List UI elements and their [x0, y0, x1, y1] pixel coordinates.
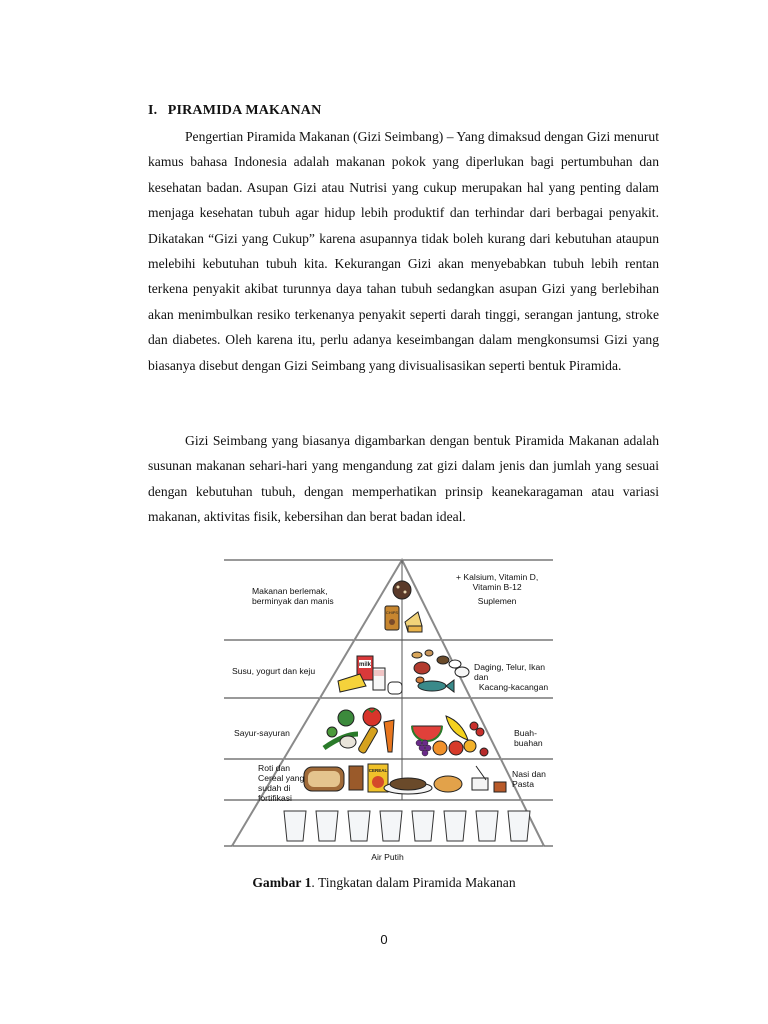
page-number: 0 [380, 932, 388, 947]
paragraph-1: Pengertian Piramida Makanan (Gizi Seimbang) – Yang dimaksud dengan Gizi menurut kamus bahasa Indonesia adalah makanan pokok yang diperlukan bagi pertumbuhan dan kesehatan badan. Asupan Gizi atau Nutrisi yang cukup merupakan hal yang penting dalam menjaga kesehatan tubuh agar hidup lebih produktif dan terhindar dari berbagai penyakit. Dikatakan “Gizi yang Cukup” karena asupannya tidak boleh kurang dari kebutuhan ataupun melebihi kebutuhan tubuh kita. Kekurangan Gizi akan menyebabkan tubuh lebih rentan terkena penyakit akibat turunnya daya tahan tubuh sedangkan asupan Gizi yang berlebihan akan menimbulkan resiko terkenanya penyakit seperti darah tinggi, serangan jantung, stroke dan diabetes. Oleh karena itu, perlu adanya keseimbangan dalam mengkonsumsi Gizi yang biasanya disebut dengan Gizi Seimbang yang divisualisasikan seperti bentuk Piramida. [148, 129, 659, 373]
label-fats: Makanan berlemak, berminyak dan manis [252, 586, 334, 606]
label-rice-pasta: Nasi dan Pasta [512, 769, 546, 789]
grain-icons [304, 764, 506, 794]
label-dairy: Susu, yogurt dan keju [232, 666, 316, 676]
dairy-icons [338, 656, 402, 694]
cereal-box-label: CEREAL [368, 768, 388, 773]
paragraph-2: Gizi Seimbang yang biasanya digambarkan dengan bentuk Piramida Makanan adalah susunan makanan sehari-hari yang mengandung zat gizi dalam jenis dan jumlah yang sesuai dengan kebutuhan tubuh, dengan memperhatikan prinsip keanekaragaman atau variasi makanan, aktivitas fisik, kebersihan dan berat badan ideal. [148, 433, 659, 525]
label-water: Air Putih [371, 852, 404, 862]
label-supplements: + Kalsium, Vitamin D, Vitamin B-12 Suplemen [456, 572, 539, 606]
protein-icons [412, 650, 469, 692]
label-fruits: Buah-buahan [514, 728, 543, 748]
label-vegetables: Sayur-sayuran [234, 728, 290, 738]
figure-caption [0, 875, 768, 891]
figure-caption-text: . Tingkatan dalam Piramida Makanan [311, 875, 516, 890]
fruit-icons [412, 716, 488, 756]
food-pyramid-figure [222, 556, 553, 866]
vegetable-icons [324, 708, 394, 754]
label-protein: Daging, Telur, Ikan dan Kacang-kacangan [474, 662, 549, 692]
label-grains: Roti dan Cereal yang sudah di fortifikasi [258, 763, 305, 803]
milk-carton-label: milk [358, 662, 372, 668]
water-glasses [284, 811, 530, 841]
section-heading [148, 103, 321, 119]
section-title: PIRAMIDA MAKANAN [167, 103, 322, 118]
section-number: I. [148, 103, 158, 118]
figure-caption-number: Gambar 1 [252, 875, 312, 890]
chips-bag-label: CHIPS [385, 610, 399, 615]
